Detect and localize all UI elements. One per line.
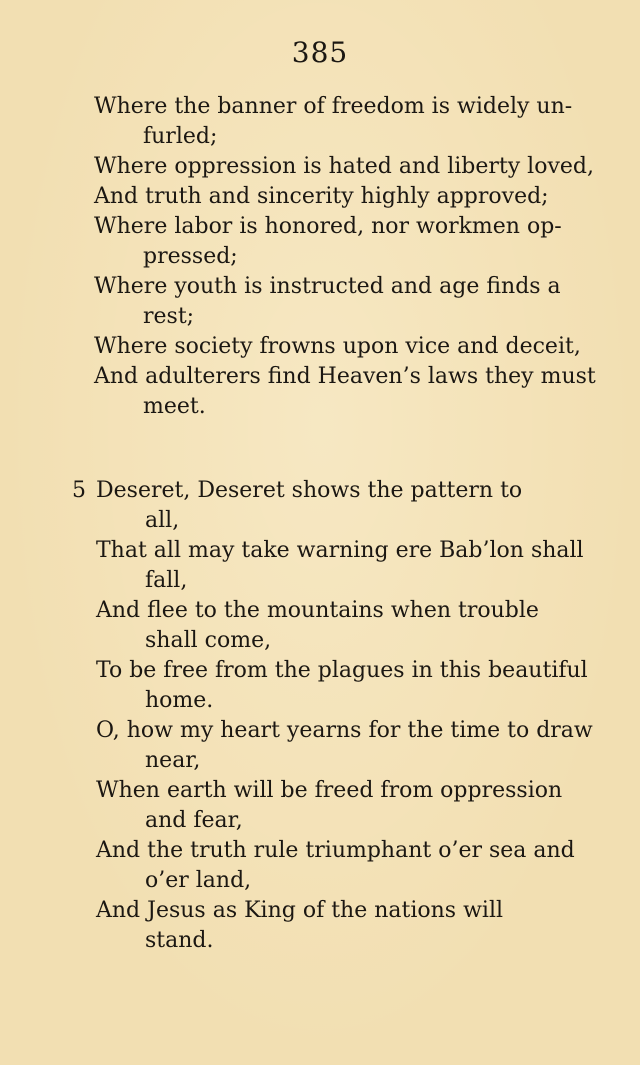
stanza-line: To be free from the plagues in this beautiful <box>96 658 588 683</box>
stanza-line: Where labor is honored, nor workmen op- <box>94 214 562 239</box>
stanza-line: And Jesus as King of the nations will <box>96 898 504 923</box>
stanza-line: stand. <box>145 928 214 953</box>
stanza-line: And flee to the mountains when trouble <box>96 598 539 623</box>
stanza-line: near, <box>145 748 201 773</box>
stanza-line: And truth and sincerity highly approved; <box>94 184 549 209</box>
stanza-line: home. <box>145 688 214 713</box>
stanza-line: and fear, <box>145 808 243 833</box>
stanza-line: fall, <box>145 568 188 593</box>
stanza-line: furled; <box>143 124 218 149</box>
stanza-line: o’er land, <box>145 868 252 893</box>
stanza-line: Deseret, Deseret shows the pattern to <box>96 478 523 503</box>
stanza-line: That all may take warning ere Bab’lon shall <box>96 538 584 563</box>
stanza-line: Where society frowns upon vice and deceit, <box>94 334 581 359</box>
stanza-line: shall come, <box>145 628 272 653</box>
stanza-line: Where youth is instructed and age finds a <box>94 274 561 299</box>
stanza-line: When earth will be freed from oppression <box>96 778 563 803</box>
page-number: 385 <box>291 36 349 69</box>
stanza-line: rest; <box>143 304 195 329</box>
verse-number: 5 <box>72 478 86 503</box>
stanza-line: pressed; <box>143 244 238 269</box>
stanza-line: Where oppression is hated and liberty loved, <box>94 154 594 179</box>
stanza-line: Where the banner of freedom is widely un- <box>94 94 573 119</box>
stanza-line: And the truth rule triumphant o’er sea and <box>96 838 575 863</box>
stanza-line: meet. <box>143 394 206 419</box>
stanza-line: O, how my heart yearns for the time to draw <box>96 718 593 743</box>
stanza-line: all, <box>145 508 180 533</box>
stanza-line: And adulterers find Heaven’s laws they must <box>94 364 596 389</box>
